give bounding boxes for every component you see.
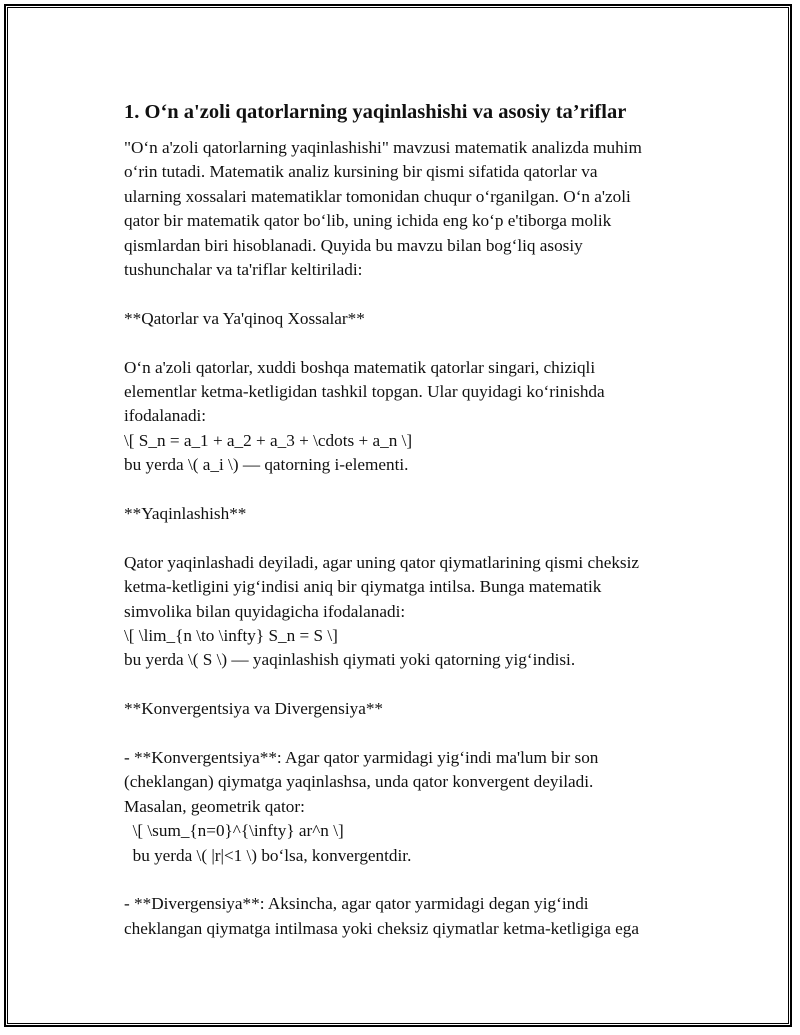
formula-line: \[ \sum_{n=0}^{\infty} ar^n \] xyxy=(124,821,344,841)
text-line: (cheklangan) qiymatga yaqinlashsa, unda qator konvergent deyiladi. xyxy=(124,772,594,792)
qatorlar-paragraph xyxy=(124,356,694,478)
page-frame xyxy=(4,4,792,1027)
text-line: o‘rin tutadi. Matematik analiz kursining bir qismi sifatida qatorlar va xyxy=(124,162,598,182)
divergensiya-list-item xyxy=(124,892,694,941)
text-line: simvolika bilan quyidagicha ifodalanadi: xyxy=(124,601,406,621)
text-line: **Yaqinlashish** xyxy=(124,504,247,524)
text-line: - **Konvergentsiya**: Agar qator yarmidagi yig‘indi ma'lum bir son xyxy=(124,748,599,768)
text-line: bu yerda \( |r|<1 \) bo‘lsa, konvergentdir. xyxy=(124,845,412,865)
text-line: O‘n a'zoli qatorlar, xuddi boshqa matematik qatorlar singari, chiziqli xyxy=(124,357,596,377)
formula-line: \[ S_n = a_1 + a_2 + a_3 + \cdots + a_n \] xyxy=(124,430,413,450)
text-line: "O‘n a'zoli qatorlarning yaqinlashishi" mavzusi matematik analizda muhim xyxy=(124,138,642,157)
text-line: qator bir matematik qator bo‘lib, uning ichida eng ko‘p e'tiborga molik xyxy=(124,211,612,231)
text-line: cheklangan qiymatga intilmasa yoki cheksiz qiymatlar ketma-ketligiga ega xyxy=(124,918,639,938)
section-heading-konvergentsiya xyxy=(124,697,694,721)
text-line: - **Divergensiya**: Aksincha, agar qator yarmidagi degan yig‘indi xyxy=(124,894,589,914)
text-line: ifodalanadi: xyxy=(124,406,207,426)
text-line: **Qatorlar va Ya'qinoq Xossalar** xyxy=(124,308,365,328)
intro-paragraph xyxy=(124,136,694,282)
text-line: tushunchalar va ta'riflar keltiriladi: xyxy=(124,260,363,280)
formula-line: \[ \lim_{n \to \infty} S_n = S \] xyxy=(124,626,338,646)
text-line: ketma-ketligini yig‘indisi aniq bir qiymatga intilsa. Bunga matematik xyxy=(124,577,602,597)
section-heading-qatorlar xyxy=(124,307,694,331)
text-line: bu yerda \( S \) — yaqinlashish qiymati yoki qatorning yig‘indisi. xyxy=(124,650,576,670)
text-line: ularning xossalari matematiklar tomonidan chuqur o‘rganilgan. O‘n a'zoli xyxy=(124,186,631,206)
text-line: elementlar ketma-ketligidan tashkil topgan. Ular quyidagi ko‘rinishda xyxy=(124,382,605,402)
konvergentsiya-list-item xyxy=(124,746,694,868)
text-line: Masalan, geometrik qator: xyxy=(124,796,305,816)
section-heading-yaqinlashish xyxy=(124,502,694,526)
yaqinlashish-paragraph xyxy=(124,551,694,673)
text-line: Qator yaqinlashadi deyiladi, agar uning qator qiymatlarining qismi cheksiz xyxy=(124,552,640,572)
text-line: **Konvergentsiya va Divergensiya** xyxy=(124,699,384,719)
text-line: qismlardan biri hisoblanadi. Quyida bu mavzu bilan bog‘liq asosiy xyxy=(124,235,583,255)
text-line: bu yerda \( a_i \) — qatorning i-elementi. xyxy=(124,455,409,475)
document-title: 1. O‘n a'zoli qatorlarning yaqinlashishi va asosiy ta’riflar xyxy=(124,101,627,123)
document-content xyxy=(124,98,694,941)
